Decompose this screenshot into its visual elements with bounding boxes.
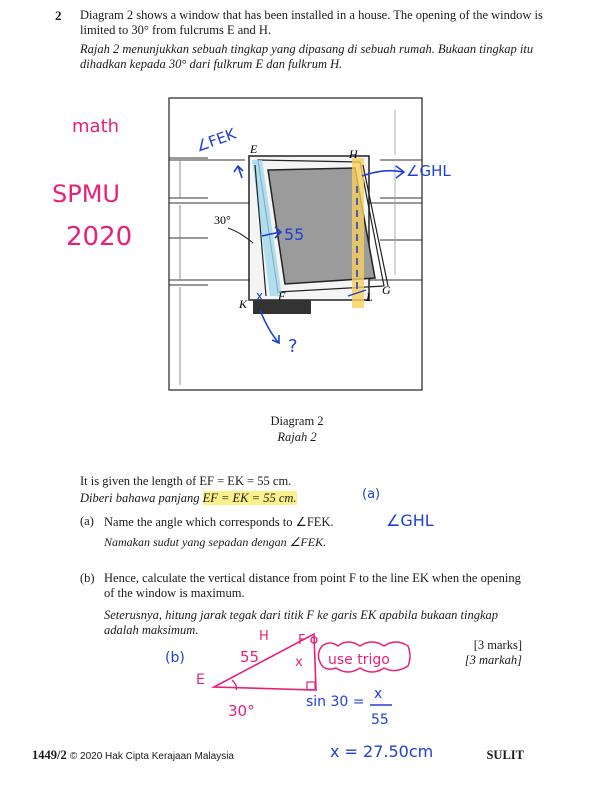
note-55: 55: [284, 225, 305, 244]
part-a-text: Name the angle which corresponds to ∠FEK.: [104, 515, 334, 529]
arrow-to-E: [234, 166, 243, 178]
note-use-trigo: use trigo: [328, 652, 390, 668]
footer-code: 1449/2 © 2020 Hak Cipta Kerajaan Malaysia: [32, 748, 234, 762]
note-question-mark: ?: [288, 336, 298, 357]
label-angle-30: 30°: [214, 213, 231, 227]
diagram-caption: Diagram 2: [270, 414, 324, 428]
note-x-mark: x: [256, 289, 264, 303]
given-expr-highlight: EF = EK = 55 cm.: [202, 491, 297, 505]
highlight-right-edge: [352, 158, 364, 308]
note-result: x = 27.50cm: [330, 742, 434, 761]
arrow-question: [260, 310, 279, 343]
part-b-marks: [3 marks] [3 markah]: [464, 638, 522, 667]
part-b-label: (b): [80, 571, 95, 585]
tri-side-x: x: [295, 655, 303, 670]
working-angle-arc: [232, 680, 237, 690]
tri-angle-30: 30°: [228, 702, 255, 720]
label-L: L: [366, 290, 373, 304]
part-b-text-malay: Seterusnya, hitung jarak tegak dari titik F ke garis EK apabila bukaan tingkap adalah maksimum.: [104, 608, 499, 637]
part-a-label: (a): [80, 514, 94, 528]
note-part-a-tag: (a): [362, 487, 381, 502]
working-right-angle: [307, 682, 315, 690]
note-angle-fek: ∠FEK: [193, 124, 239, 156]
note-spmu: SPMU: [52, 180, 120, 208]
tri-label-F: F: [298, 633, 306, 648]
footer-copyright: © 2020 Hak Cipta Kerajaan Malaysia: [69, 751, 234, 762]
part-a-text-malay: Namakan sudut yang sepadan dengan ∠FEK.: [104, 535, 327, 549]
question-text: Diagram 2 shows a window that has been installed in a house. The opening of the window is limited to 30° from fulcrums E and H.: [80, 8, 543, 37]
note-year: 2020: [66, 222, 133, 252]
tri-side-55: 55: [240, 648, 260, 666]
note-angle-ghl: ∠GHL: [406, 162, 451, 180]
label-K: K: [239, 297, 248, 311]
eq-sin30-lhs: sin 30 =: [306, 694, 365, 710]
given-expr: EF = EK = 55 cm.: [199, 474, 292, 488]
diagram-caption-malay: Rajah 2: [277, 430, 317, 444]
part-b-text: Hence, calculate the vertical distance from point F to the line EK when the opening of the window is maximum.: [104, 571, 521, 600]
label-F: F: [278, 289, 286, 303]
given-statement-malay: Diberi bahawa panjang EF = EK = 55 cm.: [80, 491, 297, 505]
tri-label-H: H: [259, 629, 269, 644]
note-math: math: [72, 116, 120, 137]
given-statement: It is given the length of EF = EK = 55 cm.: [80, 474, 292, 488]
note-part-b-tag: (b): [165, 650, 185, 666]
eq-denominator: 55: [371, 712, 389, 728]
note-part-a-answer: ∠GHL: [386, 511, 434, 530]
footer-sulit: SULIT: [486, 748, 524, 762]
tri-label-E: E: [196, 672, 205, 688]
question-text-malay: Rajah 2 menunjukkan sebuah tingkap yang dipasang di sebuah rumah. Bukaan tingkap itu dihadkan kepada 30° dari fulkrum E dan fulkrum H.: [80, 42, 534, 71]
label-G: G: [382, 283, 391, 297]
label-H: H: [349, 147, 358, 161]
eq-numerator: x: [374, 686, 383, 702]
question-number: 2: [55, 8, 62, 23]
label-E: E: [250, 142, 258, 156]
